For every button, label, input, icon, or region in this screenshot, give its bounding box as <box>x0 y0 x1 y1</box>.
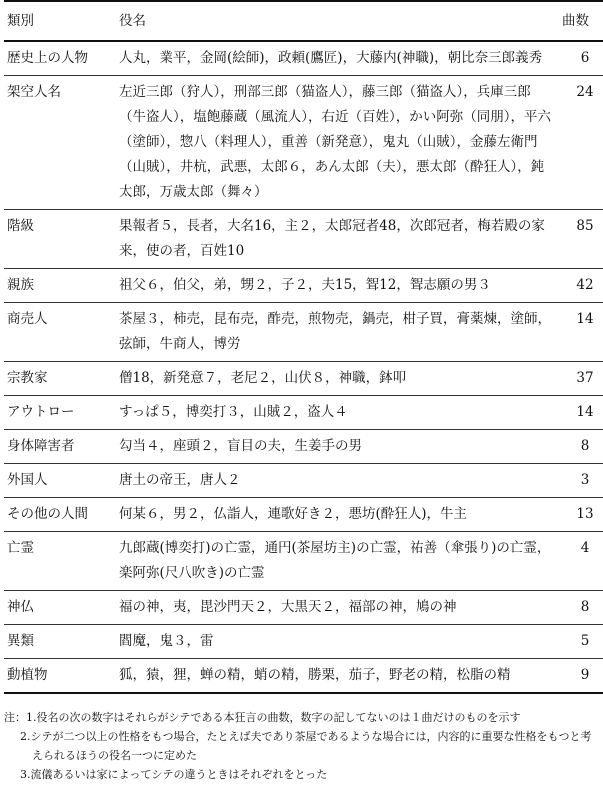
role-table <box>4 0 603 694</box>
row-roles: 左近三郎（狩人），刑部三郎（猫盗人），藤三郎（猫盗人），兵庫三郎（牛盗人），塩飽藤蔵（風流人），右近（百姓），かい阿弥（同朋），平六（塗師），惣八（料理人），重善（新発意），鬼丸（山賊），金藤左衛門（山賊），井杭，武悪，太郎６，あん太郎（夫），悪太郎（酔狂人），鈍太郎，万歳太郎（舞々） <box>119 76 562 210</box>
row-category: 架空人名 <box>4 76 119 210</box>
row-count: 14 <box>562 396 603 430</box>
table-row <box>4 464 603 498</box>
row-roles: 祖父６，伯父，弟，甥２，子２，夫15，聟12，聟志願の男３ <box>119 269 562 303</box>
row-count: 6 <box>562 41 603 76</box>
row-category: 動植物 <box>4 659 119 694</box>
note-3: 3.流儀あるいは家によってシテの違うときはそれぞれをとった <box>20 768 328 781</box>
table-notes <box>4 708 599 784</box>
row-roles: すっぱ５，博奕打３，山賊２，盗人４ <box>119 396 562 430</box>
row-category: 外国人 <box>4 464 119 498</box>
table-header-row <box>4 1 603 41</box>
row-roles: 僧18，新発意７，老尼２，山伏８，神職，鉢叩 <box>119 362 562 396</box>
row-category: 親族 <box>4 269 119 303</box>
row-count: 37 <box>562 362 603 396</box>
row-roles: 勾当４，座頭２，盲目の夫，生姜手の男 <box>119 430 562 464</box>
table-row <box>4 498 603 532</box>
row-count: 3 <box>562 464 603 498</box>
row-count: 4 <box>562 532 603 591</box>
table-row <box>4 76 603 210</box>
row-category: 商売人 <box>4 303 119 362</box>
table-row <box>4 625 603 659</box>
header-category: 類別 <box>4 1 119 41</box>
row-category: 亡霊 <box>4 532 119 591</box>
note-1: 注：1.役名の次の数字はそれらがシテである本狂言の曲数，数字の記してないのは１曲だけのものを示す <box>4 711 521 724</box>
row-roles: 果報者５，長者，大名16，主２，太郎冠者48，次郎冠者，梅若殿の家来，使の者，百姓10 <box>119 210 562 269</box>
table-row <box>4 362 603 396</box>
row-roles: 唐土の帝王，唐人２ <box>119 464 562 498</box>
row-category: 歴史上の人物 <box>4 41 119 76</box>
row-category: 階級 <box>4 210 119 269</box>
table-row <box>4 532 603 591</box>
row-roles: 閻魔，鬼３，雷 <box>119 625 562 659</box>
table-row <box>4 430 603 464</box>
table-row <box>4 269 603 303</box>
table-row <box>4 303 603 362</box>
header-role-names: 役名 <box>119 1 562 41</box>
row-count: 9 <box>562 659 603 694</box>
row-count: 85 <box>562 210 603 269</box>
table-row <box>4 396 603 430</box>
row-roles: 何某６，男２，仏詣人，連歌好き２，悪坊(酔狂人)，牛主 <box>119 498 562 532</box>
row-category: 宗教家 <box>4 362 119 396</box>
table-row <box>4 591 603 625</box>
row-category: 身体障害者 <box>4 430 119 464</box>
row-count: 5 <box>562 625 603 659</box>
row-count: 14 <box>562 303 603 362</box>
row-category: その他の人間 <box>4 498 119 532</box>
row-category: アウトロー <box>4 396 119 430</box>
note-2: 2.シテが二つ以上の性格をもつ場合，たとえば夫であり茶屋であるような場合には，内容的に重要な性格をもつと考えられるほうの役名一つに定めた <box>20 730 592 762</box>
row-roles: 人丸，業平，金岡(絵師)，政頼(鷹匠)，大藤内(神職)，朝比奈三郎義秀 <box>119 41 562 76</box>
header-count: 曲数 <box>562 1 603 41</box>
table-row <box>4 659 603 694</box>
row-count: 8 <box>562 430 603 464</box>
row-roles: 福の神，夷，毘沙門天２，大黒天２，福部の神，鳩の神 <box>119 591 562 625</box>
row-roles: 狐，猿，狸，蝉の精，蛸の精，勝栗，茄子，野老の精，松脂の精 <box>119 659 562 694</box>
row-category: 異類 <box>4 625 119 659</box>
row-roles: 茶屋３，柿売，昆布売，酢売，煎物売，鍋売，柑子買，膏薬煉，塗師，弦師，牛商人，博労 <box>119 303 562 362</box>
row-count: 13 <box>562 498 603 532</box>
row-roles: 九郎蔵(博奕打)の亡霊，通円(茶屋坊主)の亡霊，祐善（傘張り)の亡霊，楽阿弥(尺八吹き)の亡霊 <box>119 532 562 591</box>
table-row <box>4 210 603 269</box>
row-count: 24 <box>562 76 603 210</box>
row-count: 42 <box>562 269 603 303</box>
row-category: 神仏 <box>4 591 119 625</box>
table-row <box>4 41 603 76</box>
row-count: 8 <box>562 591 603 625</box>
